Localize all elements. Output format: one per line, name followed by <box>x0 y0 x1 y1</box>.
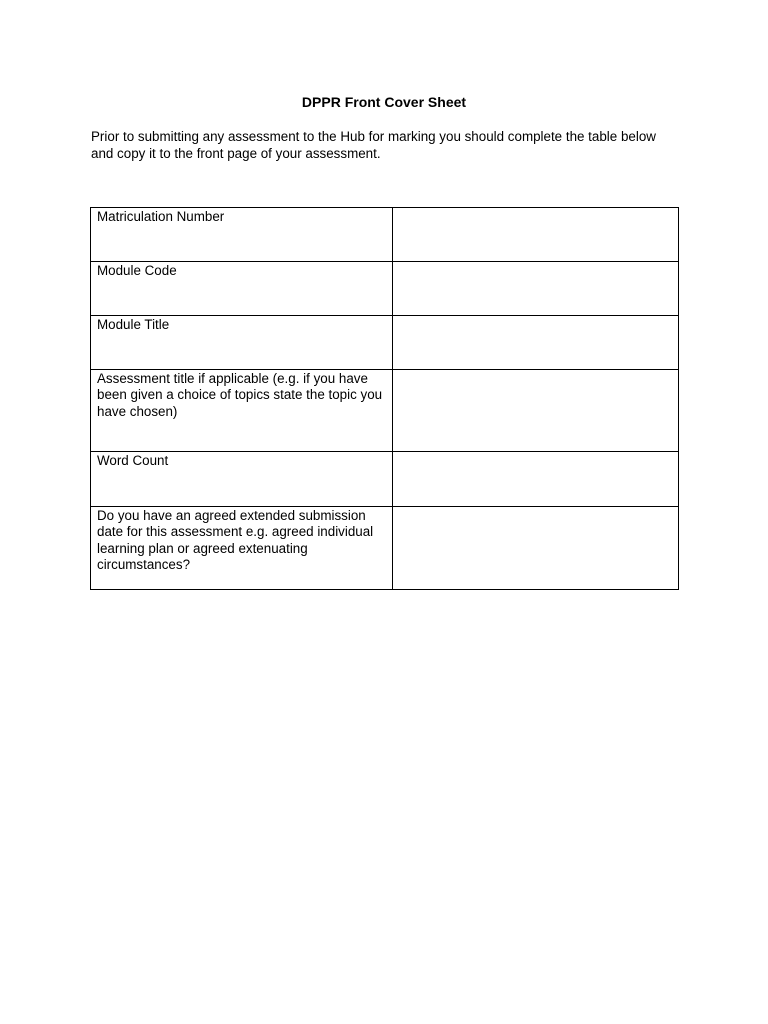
matriculation-number-label: Matriculation Number <box>91 208 393 262</box>
extended-submission-field[interactable] <box>393 507 679 590</box>
module-code-field[interactable] <box>393 262 679 316</box>
assessment-title-field[interactable] <box>393 370 679 452</box>
matriculation-number-field[interactable] <box>393 208 679 262</box>
intro-paragraph <box>91 128 691 162</box>
table-row <box>91 316 679 370</box>
extended-submission-label: Do you have an agreed extended submission date for this assessment e.g. agreed individual learning plan or agreed extenuating circumstances? <box>91 507 393 590</box>
word-count-field[interactable] <box>393 452 679 507</box>
module-code-label: Module Code <box>91 262 393 316</box>
module-title-label: Module Title <box>91 316 393 370</box>
page-title: DPPR Front Cover Sheet <box>301 94 467 110</box>
table-row <box>91 208 679 262</box>
intro-line: Prior to submitting any assessment to the Hub for marking you should complete the table below <box>91 129 656 144</box>
intro-line: and copy it to the front page of your assessment. <box>91 146 381 161</box>
table-row <box>91 507 679 590</box>
assessment-title-label: Assessment title if applicable (e.g. if you have been given a choice of topics state the topic you have chosen) <box>91 370 393 452</box>
module-title-field[interactable] <box>393 316 679 370</box>
table-row <box>91 262 679 316</box>
table-row <box>91 370 679 452</box>
word-count-label: Word Count <box>91 452 393 507</box>
cover-sheet-table <box>90 207 679 590</box>
table-row <box>91 452 679 507</box>
